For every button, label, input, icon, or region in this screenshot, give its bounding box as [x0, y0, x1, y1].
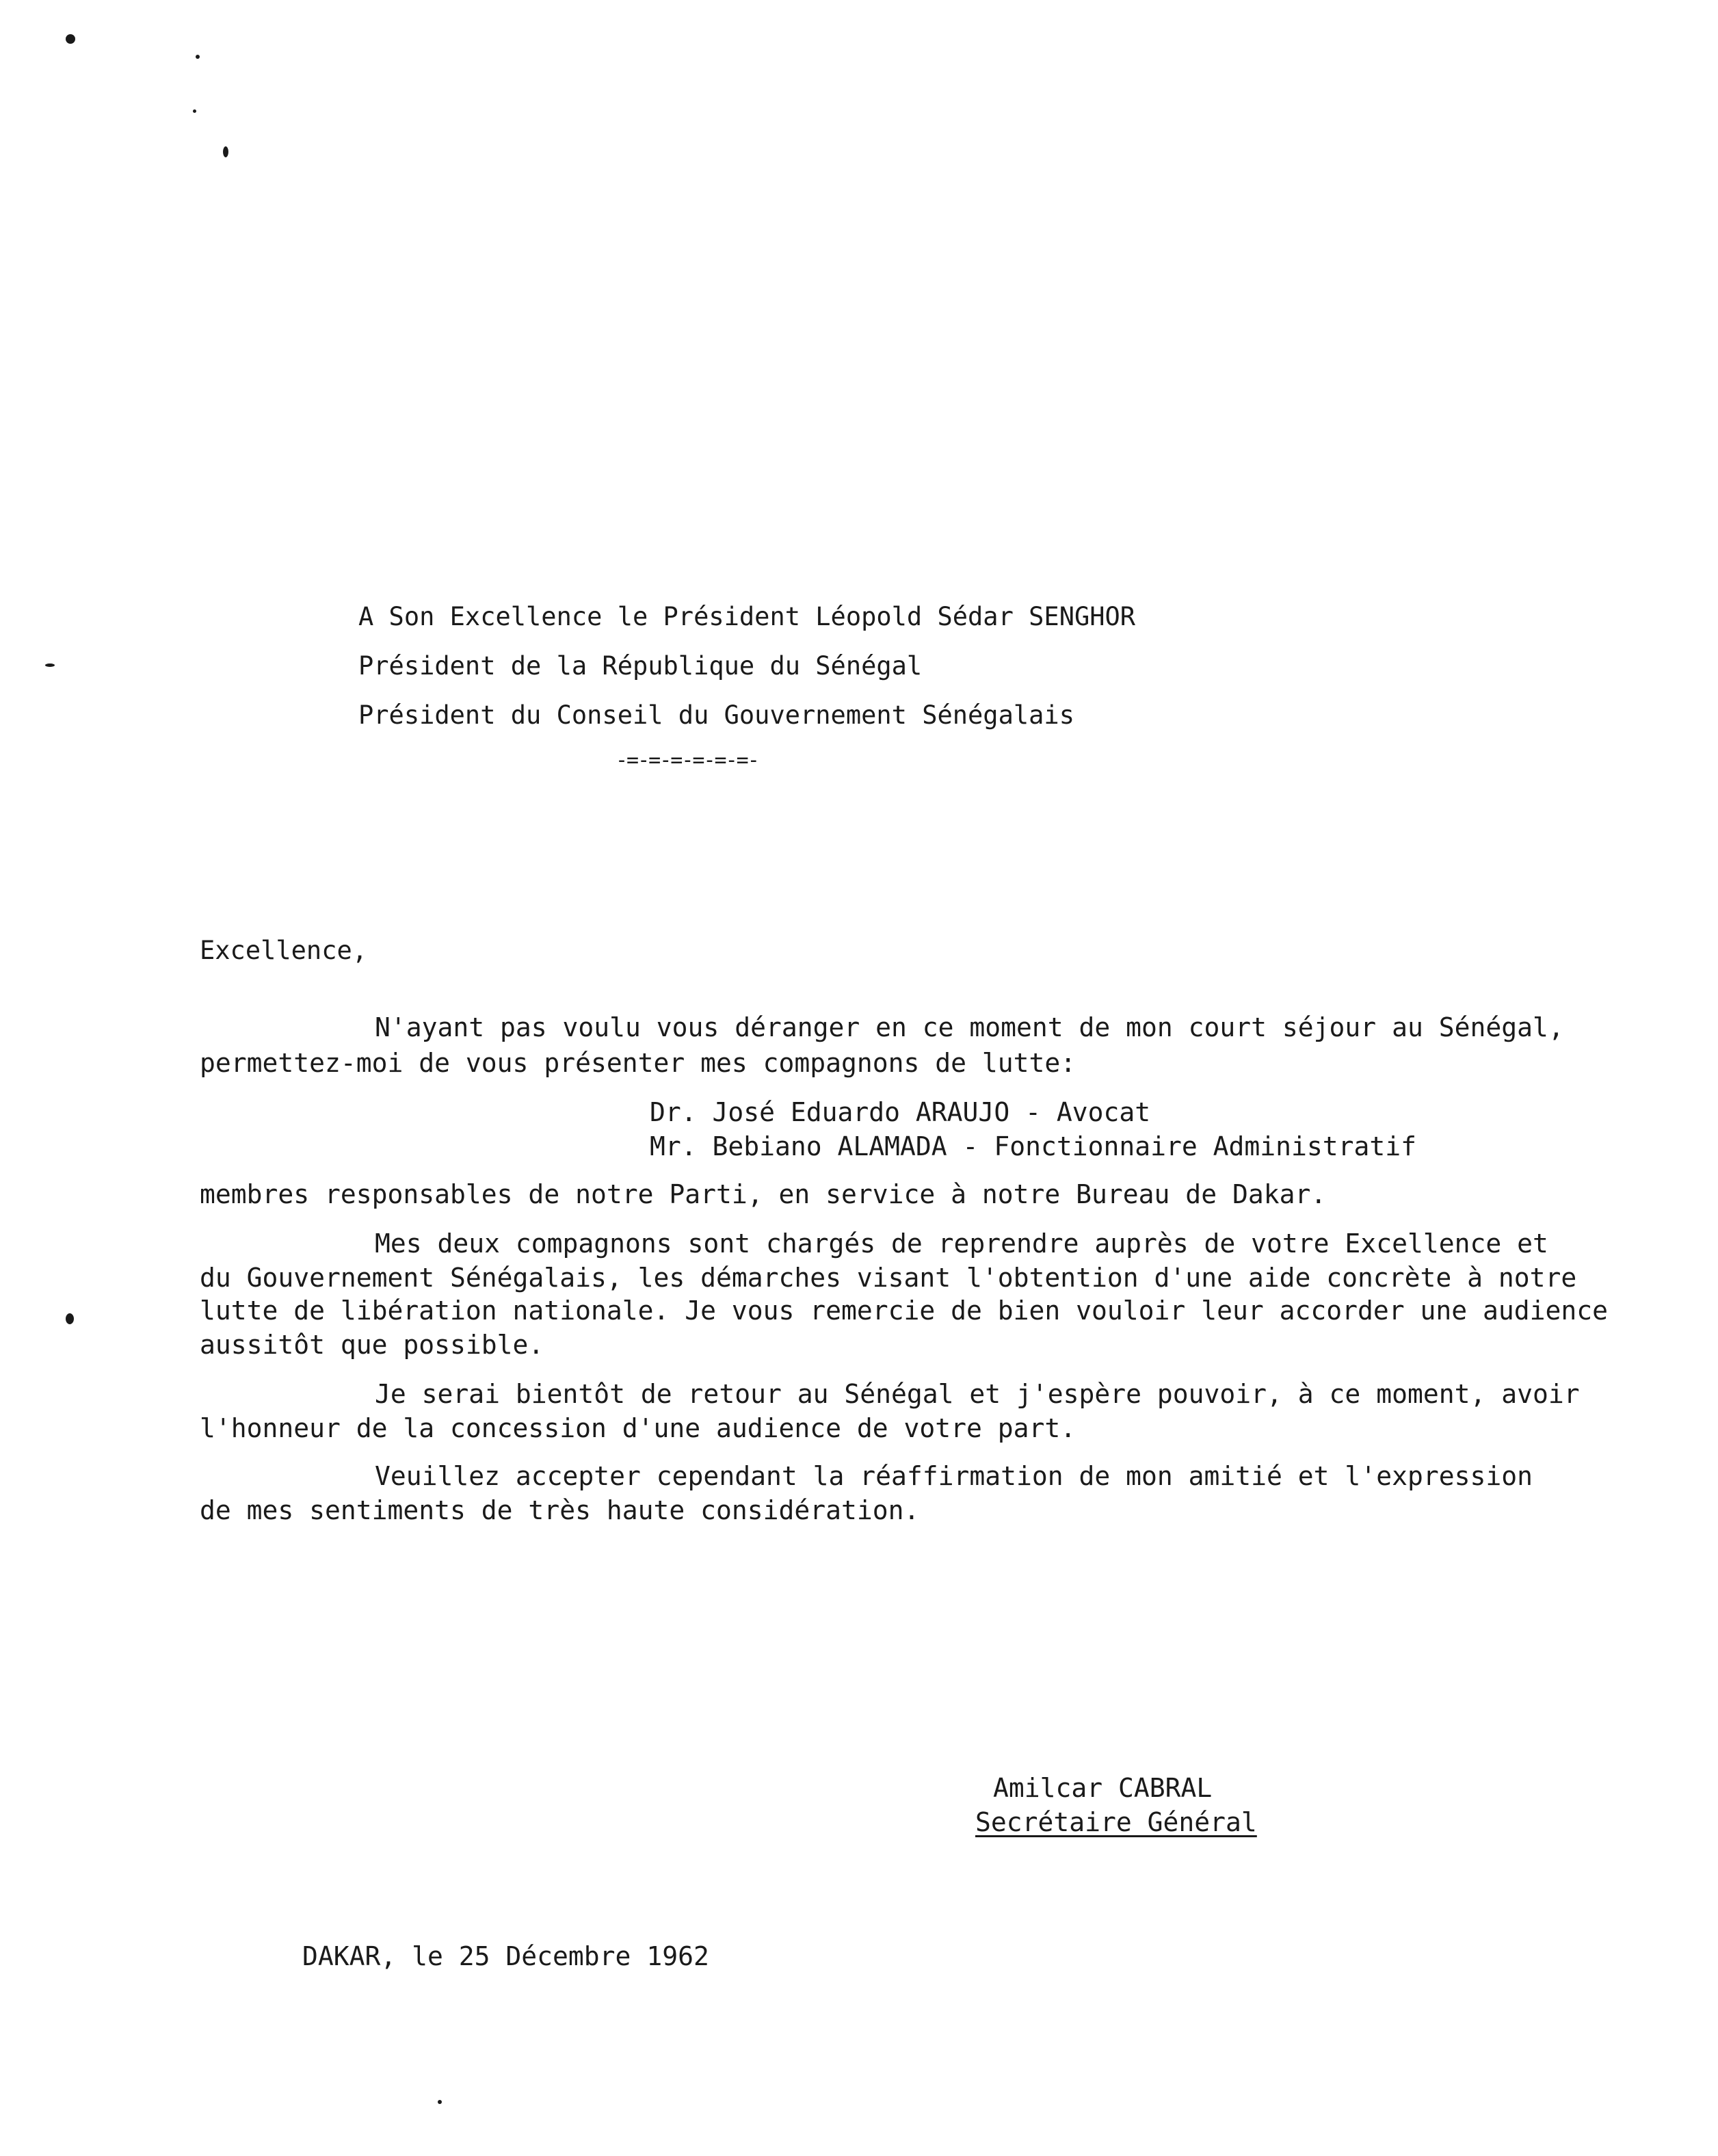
paragraph-4-line-2: de mes sentiments de très haute considération. — [200, 1495, 920, 1525]
dateline: DAKAR, le 25 Décembre 1962 — [302, 1941, 709, 1971]
signature-name: Amilcar CABRAL — [993, 1773, 1213, 1803]
paragraph-2-line-2: du Gouvernement Sénégalais, les démarches visant l'obtention d'une aide concrète à notre — [200, 1263, 1577, 1293]
companion-1: Dr. José Eduardo ARAUJO - Avocat — [650, 1097, 1151, 1127]
paragraph-4-line-1: Veuillez accepter cependant la réaffirmation de mon amitié et l'expression — [375, 1461, 1533, 1491]
scan-speck — [66, 34, 75, 44]
separator: -=-=-=-=-=-=- — [616, 748, 758, 772]
scan-speck — [223, 146, 228, 157]
addressee-line-3: Président du Conseil du Gouvernement Sénégalais — [358, 700, 1074, 730]
paragraph-1-line-1: N'ayant pas voulu vous déranger en ce moment de mon court séjour au Sénégal, — [375, 1012, 1564, 1042]
salutation: Excellence, — [200, 936, 368, 965]
paragraph-3-line-2: l'honneur de la concession d'une audience de votre part. — [200, 1413, 1076, 1443]
paragraph-1-line-2: permettez-moi de vous présenter mes compagnons de lutte: — [200, 1048, 1076, 1078]
paragraph-3-line-1: Je serai bientôt de retour au Sénégal et j'espère pouvoir, à ce moment, avoir — [375, 1379, 1580, 1409]
scan-speck — [196, 55, 200, 59]
companion-2: Mr. Bebiano ALAMADA - Fonctionnaire Administratif — [650, 1131, 1417, 1161]
addressee-line-2: Président de la République du Sénégal — [358, 651, 923, 681]
scan-speck — [193, 109, 196, 113]
paragraph-2-line-3: lutte de libération nationale. Je vous remercie de bien vouloir leur accorder une audience — [200, 1296, 1609, 1326]
paragraph-1-line-3: membres responsables de notre Parti, en service à notre Bureau de Dakar. — [200, 1179, 1327, 1209]
signature-title: Secrétaire Général — [975, 1807, 1257, 1837]
addressee-line-1: A Son Excellence le Président Léopold Sédar SENGHOR — [358, 602, 1136, 631]
scan-speck — [66, 1313, 74, 1324]
paragraph-2-line-1: Mes deux compagnons sont chargés de reprendre auprès de votre Excellence et — [375, 1228, 1548, 1259]
scan-speck — [45, 663, 55, 667]
scan-speck — [438, 2100, 442, 2104]
paragraph-2-line-4: aussitôt que possible. — [200, 1330, 544, 1360]
